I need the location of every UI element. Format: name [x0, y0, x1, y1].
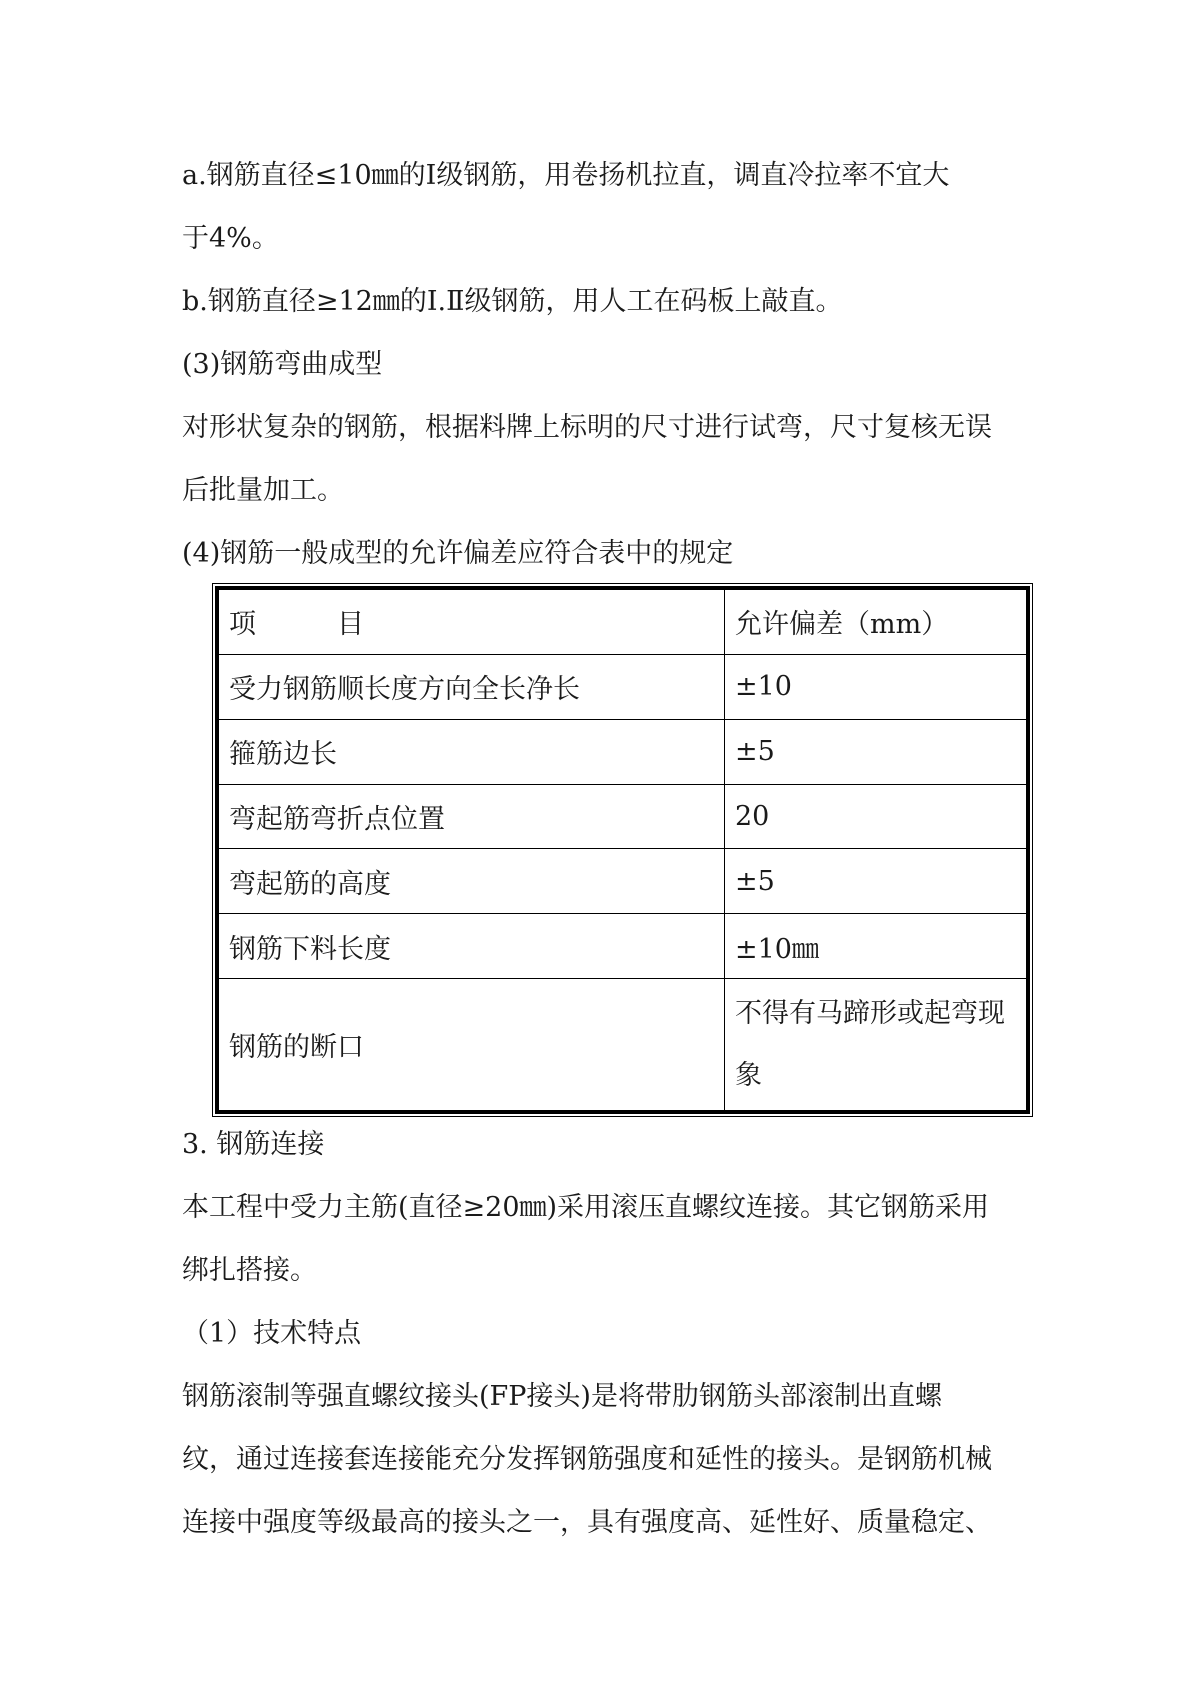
paragraph-connection-cont: 绑扎搭接。 — [182, 1255, 317, 1286]
heading-bending: (3)钢筋弯曲成型 — [182, 349, 383, 380]
paragraph-connection: 本工程中受力主筋(直径≥20㎜)采用滚压直螺纹连接。其它钢筋采用 — [182, 1192, 990, 1223]
paragraph-bending-cont: 后批量加工。 — [182, 475, 344, 506]
paragraph-bending: 对形状复杂的钢筋，根据料牌上标明的尺寸进行试弯，尺寸复核无误 — [182, 412, 992, 443]
row-item: 钢筋的断口 — [219, 979, 725, 1111]
table-row — [219, 849, 1027, 914]
paragraph-a-cont: 于4%。 — [182, 223, 279, 254]
paragraph-features: 钢筋滚制等强直螺纹接头(FP接头)是将带肋钢筋头部滚制出直螺 — [182, 1381, 942, 1412]
row-item: 钢筋下料长度 — [219, 914, 725, 979]
row-tolerance: ±5 — [725, 719, 1027, 784]
paragraph-b: b.钢筋直径≥12㎜的Ⅰ.Ⅱ级钢筋，用人工在码板上敲直。 — [182, 286, 843, 317]
heading-tolerance: (4)钢筋一般成型的允许偏差应符合表中的规定 — [182, 538, 734, 569]
subheading-features: （1）技术特点 — [182, 1318, 362, 1349]
header-item: 项 目 — [219, 590, 725, 655]
row-item: 箍筋边长 — [219, 719, 725, 784]
tolerance-table — [215, 586, 1030, 1114]
header-tolerance: 允许偏差（mm） — [725, 590, 1027, 655]
paragraph-a: a.钢筋直径≤10㎜的Ⅰ级钢筋，用卷扬机拉直，调直冷拉率不宜大 — [182, 160, 950, 191]
table-row — [219, 654, 1027, 719]
row-item: 受力钢筋顺长度方向全长净长 — [219, 654, 725, 719]
paragraph-features-cont: 纹，通过连接套连接能充分发挥钢筋强度和延性的接头。是钢筋机械 — [182, 1444, 992, 1475]
table-row — [219, 784, 1027, 849]
row-tolerance: 20 — [725, 784, 1027, 849]
row-item: 弯起筋弯折点位置 — [219, 784, 725, 849]
table-row — [219, 719, 1027, 784]
table-row — [219, 914, 1027, 979]
section-heading-connection: 3. 钢筋连接 — [182, 1129, 325, 1160]
paragraph-features-cont2: 连接中强度等级最高的接头之一，具有强度高、延性好、质量稳定、 — [182, 1507, 992, 1538]
table-header-row — [219, 590, 1027, 655]
row-tolerance: 不得有马蹄形或起弯现象 — [725, 979, 1027, 1111]
row-item: 弯起筋的高度 — [219, 849, 725, 914]
table-row — [219, 979, 1027, 1111]
row-tolerance: ±5 — [725, 849, 1027, 914]
row-tolerance: ±10 — [725, 654, 1027, 719]
row-tolerance: ±10㎜ — [725, 914, 1027, 979]
